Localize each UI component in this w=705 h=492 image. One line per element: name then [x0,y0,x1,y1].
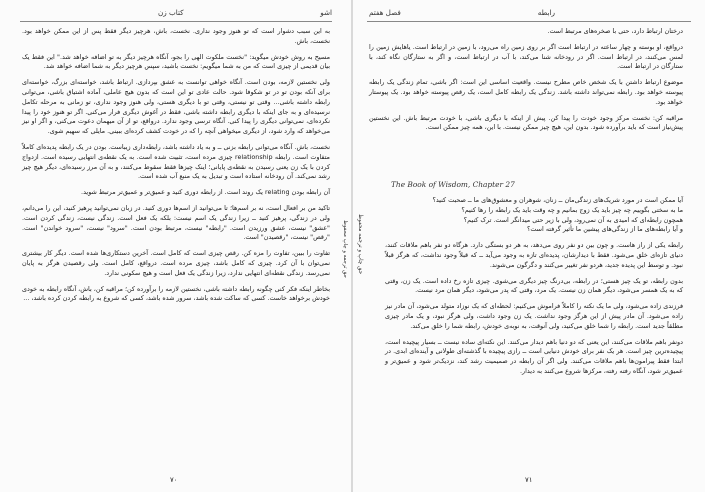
left-header-book-title: کتاب زن [158,8,184,17]
left-paragraph: مسیح به روش خودش میگوید: "نخست ملکوت الهى را بجو، آنگاه هرچیز دیگر به تو اضافه خواهد شد." این فقط یک بیان قدیمى از چیزى است که من به شما میگویم: نخست باشید، سپس هرچیز دیگر به شما اضافه خواهد شد. [22,52,330,71]
right-paragraph: رابطه یکى از راز هاست. و چون بین دو نفر روى مى‌دهد، به هر دو بستگى دارد. هرگاه دو نفر باهم ملاقات کنند، دنیاى تازه‌اى خلق مى‌شود. فقط با دیدارشان، پدیده‌اى تازه به وجود مى‌آید ــ که قبلاً وجود نداشت، که هرگز قبلاً نبود. و توسط این پدیده جدید، هردو نفر تغییر مى‌کنند و دگرگون مى‌شوند. [385,241,683,269]
left-paragraph: بخاطر اینکه فکر کنى چگونه رابطه داشته باشى، نخستین لازمه را برآورده کن؛ مراقبه کن، باش، آنگاه رابطه به خودى خودش برخواهد خاست. کسى که ساکت شده باشد، سرور شده باشد، کسى که شروع به رابطه کردن کرده باشد، ... [22,284,330,303]
left-header-author: اشو [320,8,332,17]
right-header-chapter: فصل هفتم [369,8,401,17]
left-paragraph: به این سبب دشوار است که تو هنوز وجود ندارى. نخست، باش، هرچیز دیگر فقط پس از این ممکن خواهد بود. نخست، باش. [22,27,330,45]
left-page [0,0,352,492]
left-page-number: ۷۰ [170,476,178,484]
left-paragraph: آن رابطه بودن relating یک روند است. از رابطه دورى کنید و عمیق‌تر و عمیق‌تر مرتبط شوید. [81,188,330,197]
right-page [353,0,705,492]
left-paragraph: تاکید من بر افعال است، نه بر اسم‌ها؛ تا مى‌توانید از اسم‌ها دورى کنید. در زبان نمى‌توانید پرهیز کنید، این را مى‌دانم، ولى در زندگى، پرهیز کنید ــ زیرا زندگى یک اسم نیست: بلکه یک فعل است. زندگى نیست، زندگى کردن است. "عشق" نیست، عشق ورزیدن است. "رابطه" نیست، مرتبط بودن است. "سرود" نیست، "سرود خواندن" است. "رقص" نیست، "رقصیدن" است. [22,203,330,242]
question-line: همچون رابطه‌اى که امیدى به آن نمى‌رود، ولى با زیر حتى میدانگر است. ترک کنیم؟ [463,215,683,224]
right-paragraph: موضوع ارتباط داشتن با یک شخص خاص مطرح نیست. واقعیت اساسى این است: اگر باشى، تمام زندگى یک رابطه پیوسته خواهد بود. رابطه نمى‌تواند داشته باشد. زندگى یک رابطه کامل است، یک رقص پیوسته خواهد بود. یک پیوستار خواهد بود. [369,78,683,106]
left-page-body [22,27,330,310]
right-side-note: حق چاپ و ترجمه محفوظ [357,214,363,275]
right-page-number: ۷۱ [525,476,533,484]
right-page-body-top [369,27,683,139]
right-paragraph: بدون رابطه، تو یک چیز هستى؛ در رابطه، بى‌درنگ چیز دیگرى مى‌شوى. چیزى تازه رخ داده است. یک زن، وقتى که به یک همسر مى‌شود، دیگر همان زن نیست. یک مرد، وقتى که پدر مى‌شود، دیگر همان مرد نیست. [385,276,683,295]
left-header-rule [20,21,332,22]
right-paragraph: دونفر باهم ملاقات مى‌کنند، این یعنى که دو دنیا باهم دیدار مى‌کنند. این نکته‌اى ساده نیست ــ بسیار پیچیده است، پیچیده‌ترین چیز است. هر یک نفر براى خودش دنیایى است ــ رازى پیچیده با گذشته‌اى طولانى و آینده‌اى ابدى. در ابتدا فقط پیرامون‌ها باهم ملاقات مى‌کنند. ولى اگر آن رابطه در صمیمیت رشد کند، نزدیک‌تر شود و عمیق‌تر و عمیق‌تر شود، آنگاه رفته رفته، مرکزها شروع مى‌کنند به دیدار. [385,337,683,375]
left-paragraph: تفاوت را ببین، تفاوت را مزه کن. رقص چیزى است که کامل است. آخرین دستکارى‌ها شده است. دیگر کار بیشترى نمى‌توان با آن کرد. چیزى که کامل باشد، چیزى مرده است. درواقع، کامل است. ولى رقصیدن هرگز به پایان نمى‌رسد. زندگى نقطه‌اى انتهایى ندارد، زیرا زندگى یک فعل است و هیچ سکونى ندارد. [22,249,330,277]
left-page-header [0,6,352,20]
right-paragraph: درواقع، او بوسته و چهار ساعته در ارتباط است اگر بر روى زمین راه مى‌رود، با زمین در ارتباط است. یاهایش زمین را لمس مى‌کنند، در ارتباط است. اگر در رودخانه شنا مى‌کند، با آب در ارتباط است، و اگر به ستارگان نگاه کند، با ستارگان در ارتباط است. [369,42,683,71]
left-paragraph: نخست، باش. آنگاه مى‌توانى رابطه بزنى ــ و به یاد داشته باشد، رابطه‌دارى زیباست. بودن در یک رابطه پدیده‌اى کاملاً متفاوت است. رابطه relationship چیزى مرده است، تثبیت شده است. به یک نقطه‌ى انتهایى رسیده است. ازدواج کردن با یک زن یعنى رسیدن به نقطه‌ى پایانى؛ اینک چیزها فقط سقوط مى‌کنند، و به آن مرز رسیده‌اى، دیگر هیچ چیز رشد نمى‌کند. آن رودخانه استاده است و تبدیل به یک منبع آب شده است. [22,142,330,181]
left-paragraph: ولى نخستین لازمه، بودن است. آنگاه خواهى توانست به عشق بپردازى. ارتباط باشد، خواسته‌اى بزرگ، خواسته‌اى براى آنکه بودن تو در تو شکوفا شود. حالت عادى تو این است که بدون هیچ عاملى، آماده اشتیاق باشى، مى‌توانى رابطه داشته باشى... وقتى تو نیستى، وقتى تو با دیگرى هستى، ولى هنوز وجود ندارى، تو زمانى به مرحله تکامل نرسیده‌اى و به جاى اینکه با دیگرى رابطه داشته باشى، فقط در آغوش دیگرى فرار مى‌کنى. اگر تو هنوز خود را پیدا نکرده‌اى، نمى‌توانى دیگرى را پیدا کنى. آنگاه ترسى وجود ندارد. درواقع، تو از آن میهمان دعوت مى‌کنى، و اگر او نیز مى‌خواهد که وارد شود، از دیگرى میخواهى آنچه را که در خودت کشف کرده‌اى ببینى. مایلى که سهیم شوى. [22,78,330,136]
right-page-header [353,6,705,20]
chapter-reference: The Book of Wisdom, Chapter 27 [391,180,515,189]
right-header-title: رابطه [537,8,555,17]
right-paragraph: مراقبه کن: نخست مرکز وجود خودت را پیدا کن. پیش از اینکه با دیگرى باشى، با خودت مرتبط باش. این نخستین پیش‌نیاز است که باید برآورده شود. بدون این، هیچ چیز ممکن نیست. با این، همه چیز ممکن است. [369,113,683,132]
question-line: و آیا رابطه‌هاى ما از زندگى‌هاى پیشین ما تأثیر گرفته است؟ [527,225,683,234]
question-line: آیا ممکن است در مورد شریک‌هاى زندگى‌مان ــ زنان، شوهران و معشوق‌هاى ما ــ صحبت کنید؟ [432,196,683,204]
right-page-body-bottom [385,196,683,383]
left-side-note: حق ترجمه و چاپ محفوظ [342,220,348,279]
right-paragraph: درختان ارتباط دارد، حتى با صخره‌هاى مرتبط است. [547,27,683,35]
right-paragraph: فرزندى زاده مى‌شود، ولى ما یک نکته را کاملاً فراموش مى‌کنیم: لحظه‌اى که یک نوزاد متولد مى‌شود، آن مادر نیز زاده مى‌شود. آن مادر پیش از این هرگز وجود نداشت. یک زن وجود داشت، ولى هرگز نبود، و یک مادر چیزى مطلقاً جدید است. رابطه را شما خلق مى‌کنید، ولى آنوقت، به نوبه‌ى خودش، رابطه شما را خلق مى‌کند. [385,302,683,330]
right-header-rule [367,21,691,22]
question-line: ما به سختى بگوییم چه چیز باید یک زوج بمانیم و چه وقت باید یک رابطه را رها کنیم؟ [461,205,683,214]
